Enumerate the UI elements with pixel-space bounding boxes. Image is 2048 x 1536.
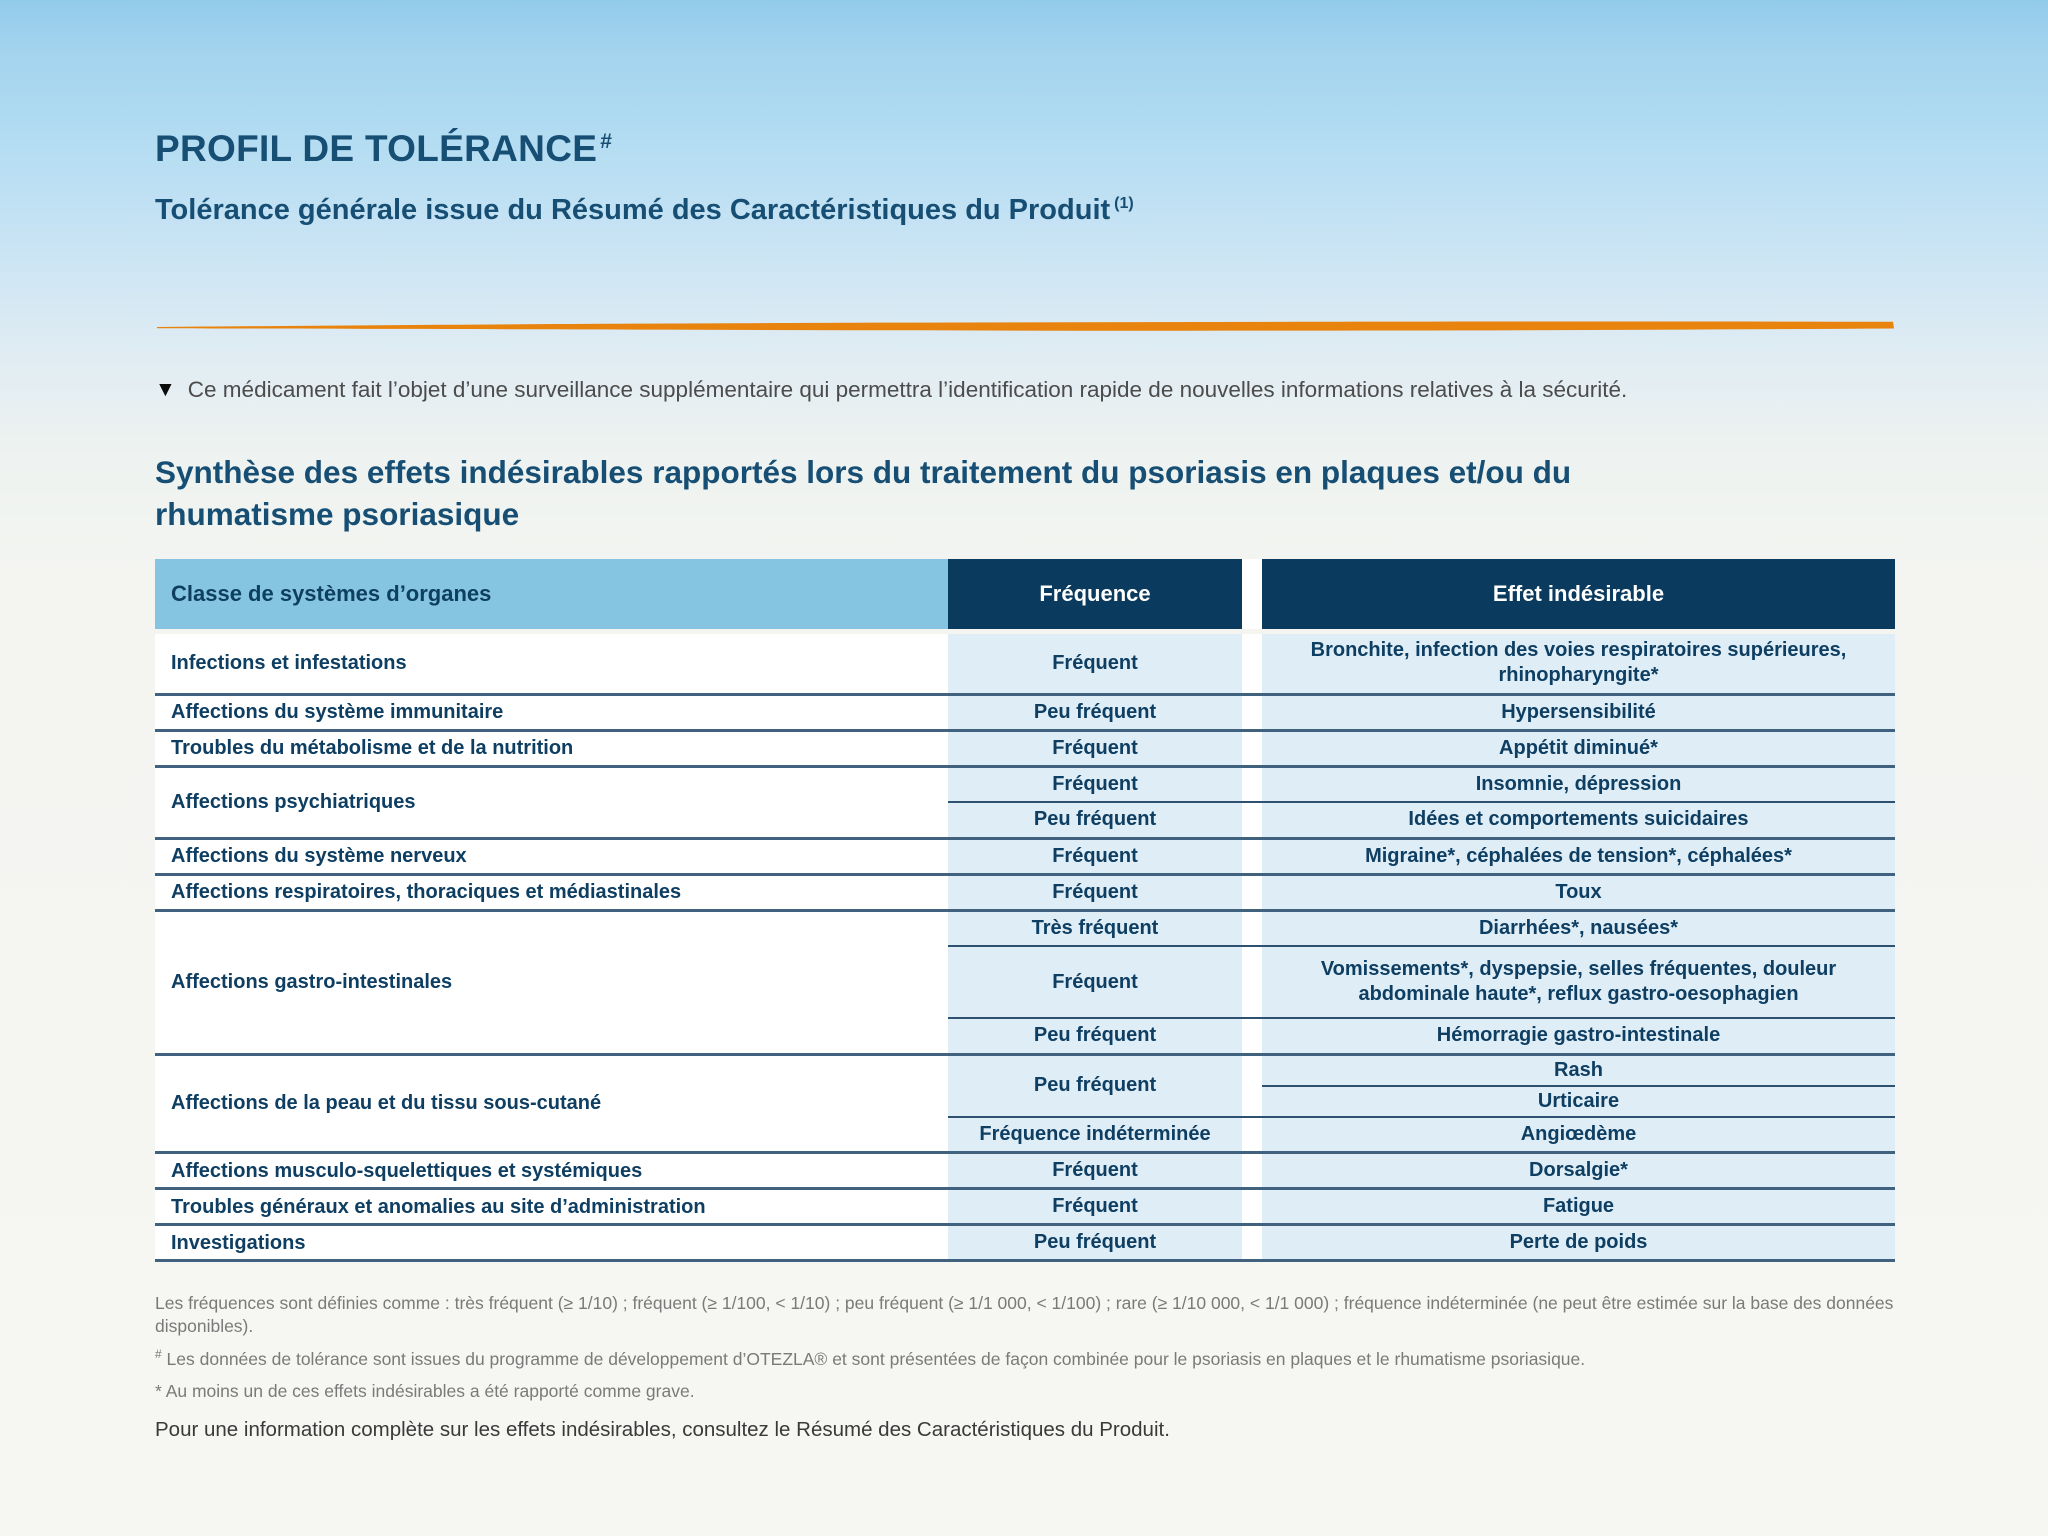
frequency-cell: Fréquent xyxy=(948,1189,1242,1225)
organ-class-cell: Affections du système immunitaire xyxy=(155,694,948,730)
organ-class-cell: Troubles généraux et anomalies au site d’administration xyxy=(155,1189,948,1225)
gap-spacer xyxy=(1242,766,1262,802)
effect-cell: Vomissements*, dyspepsie, selles fréquentes, douleur abdominale haute*, reflux gastro-oesophagien xyxy=(1262,946,1895,1018)
effect-cell: Hémorragie gastro-intestinale xyxy=(1262,1018,1895,1054)
header-frequency: Fréquence xyxy=(948,559,1242,629)
frequency-cell: Fréquent xyxy=(948,874,1242,910)
gap-spacer xyxy=(1242,1189,1262,1225)
table-row xyxy=(155,1225,1895,1261)
gap-spacer xyxy=(1242,1117,1262,1153)
organ-class-cell: Affections psychiatriques xyxy=(155,766,948,838)
organ-class-cell: Affections respiratoires, thoraciques et médiastinales xyxy=(155,874,948,910)
page-title xyxy=(155,130,1895,169)
effect-cell: Bronchite, infection des voies respiratoires supérieures, rhinopharyngite* xyxy=(1262,634,1895,694)
footnote-more-info: Pour une information complète sur les effets indésirables, consultez le Résumé des Caractéristiques du Produit. xyxy=(155,1418,1170,1442)
table-row xyxy=(155,874,1895,910)
table-row xyxy=(155,1189,1895,1225)
footnote-frequencies: Les fréquences sont définies comme : très fréquent (≥ 1/10) ; fréquent (≥ 1/100, < 1/10) ; peu fréquent (≥ 1/1 000, < 1/100) ; rare (≥ 1/10 000, < 1/1 000) ; fréquence indéterminée (ne peut être estimée sur la base des données disponibles). xyxy=(155,1293,1894,1337)
organ-class-cell: Affections de la peau et du tissu sous-cutané xyxy=(155,1054,948,1153)
table-row xyxy=(155,838,1895,874)
adverse-effects-table xyxy=(155,559,1895,1262)
effect-cell: Appétit diminué* xyxy=(1262,730,1895,766)
surveillance-warning xyxy=(155,375,1895,404)
gap-spacer xyxy=(1242,694,1262,730)
frequency-cell: Peu fréquent xyxy=(948,1054,1242,1117)
footnote-hash xyxy=(155,1347,1895,1371)
gap-spacer xyxy=(1242,1225,1262,1261)
gap-spacer xyxy=(1242,838,1262,874)
footnote-hash-symbol: # xyxy=(155,1347,162,1362)
table-row xyxy=(155,694,1895,730)
surveillance-warning-text: Ce médicament fait l’objet d’une surveillance supplémentaire qui permettra l’identification rapide de nouvelles informations relatives à la sécurité. xyxy=(187,376,1628,402)
effect-cell: Angiœdème xyxy=(1262,1117,1895,1153)
frequency-cell: Fréquent xyxy=(948,838,1242,874)
effect-cell: Perte de poids xyxy=(1262,1225,1895,1261)
gap-spacer xyxy=(1242,634,1262,694)
table-row xyxy=(155,1153,1895,1189)
subtitle-superscript: (1) xyxy=(1114,195,1134,213)
table-row xyxy=(155,1054,1895,1086)
gap-spacer xyxy=(1242,1153,1262,1189)
effect-cell: Rash xyxy=(1262,1054,1895,1086)
table-header-row xyxy=(155,559,1895,629)
effect-cell: Toux xyxy=(1262,874,1895,910)
page-subtitle xyxy=(155,195,1895,227)
table-row xyxy=(155,730,1895,766)
header-gap-spacer xyxy=(1242,559,1262,629)
frequency-cell: Très fréquent xyxy=(948,910,1242,946)
table-row xyxy=(155,634,1895,694)
frequency-cell: Peu fréquent xyxy=(948,694,1242,730)
organ-class-cell: Investigations xyxy=(155,1225,948,1261)
table-row xyxy=(155,766,1895,802)
frequency-cell: Fréquence indéterminée xyxy=(948,1117,1242,1153)
title-superscript: # xyxy=(600,129,613,153)
frequency-cell: Fréquent xyxy=(948,946,1242,1018)
effect-cell: Hypersensibilité xyxy=(1262,694,1895,730)
frequency-cell: Peu fréquent xyxy=(948,1018,1242,1054)
header-adverse-effect: Effet indésirable xyxy=(1262,559,1895,629)
page-subtitle-text: Tolérance générale issue du Résumé des Caractéristiques du Produit xyxy=(155,193,1111,226)
frequency-cell: Peu fréquent xyxy=(948,802,1242,838)
gap-spacer xyxy=(1242,874,1262,910)
header-organ-class: Classe de systèmes d’organes xyxy=(155,559,948,629)
organ-class-cell: Troubles du métabolisme et de la nutrition xyxy=(155,730,948,766)
gap-spacer xyxy=(1242,802,1262,838)
organ-class-cell: Infections et infestations xyxy=(155,634,948,694)
orange-brush-divider xyxy=(155,319,1895,333)
gap-spacer xyxy=(1242,946,1262,1018)
effect-cell: Insomnie, dépression xyxy=(1262,766,1895,802)
effect-cell: Migraine*, céphalées de tension*, céphalées* xyxy=(1262,838,1895,874)
effect-cell: Dorsalgie* xyxy=(1262,1153,1895,1189)
effect-cell: Urticaire xyxy=(1262,1086,1895,1117)
effect-cell: Idées et comportements suicidaires xyxy=(1262,802,1895,838)
gap-spacer xyxy=(1242,730,1262,766)
footnotes-block xyxy=(155,1292,1895,1444)
black-triangle-icon: ▼ xyxy=(155,377,176,401)
organ-class-cell: Affections musculo-squelettiques et systémiques xyxy=(155,1153,948,1189)
frequency-cell: Peu fréquent xyxy=(948,1225,1242,1261)
gap-spacer xyxy=(1242,1018,1262,1054)
effect-cell: Fatigue xyxy=(1262,1189,1895,1225)
table-row xyxy=(155,910,1895,946)
gap-spacer xyxy=(1242,1054,1262,1117)
frequency-cell: Fréquent xyxy=(948,766,1242,802)
page-title-text: PROFIL DE TOLÉRANCE xyxy=(155,128,598,169)
footnote-asterisk: * Au moins un de ces effets indésirables a été rapporté comme grave. xyxy=(155,1381,695,1402)
gap-spacer xyxy=(1242,910,1262,946)
effect-cell: Diarrhées*, nausées* xyxy=(1262,910,1895,946)
organ-class-cell: Affections gastro-intestinales xyxy=(155,910,948,1054)
footnote-hash-text: Les données de tolérance sont issues du programme de développement d’OTEZLA® et sont présentées de façon combinée pour le psoriasis en plaques et le rhumatisme psoriasique. xyxy=(161,1349,1586,1370)
frequency-cell: Fréquent xyxy=(948,1153,1242,1189)
frequency-cell: Fréquent xyxy=(948,730,1242,766)
frequency-cell: Fréquent xyxy=(948,634,1242,694)
organ-class-cell: Affections du système nerveux xyxy=(155,838,948,874)
section-heading: Synthèse des effets indésirables rapportés lors du traitement du psoriasis en plaques et/ou du rhumatisme psoriasique xyxy=(155,453,1572,532)
